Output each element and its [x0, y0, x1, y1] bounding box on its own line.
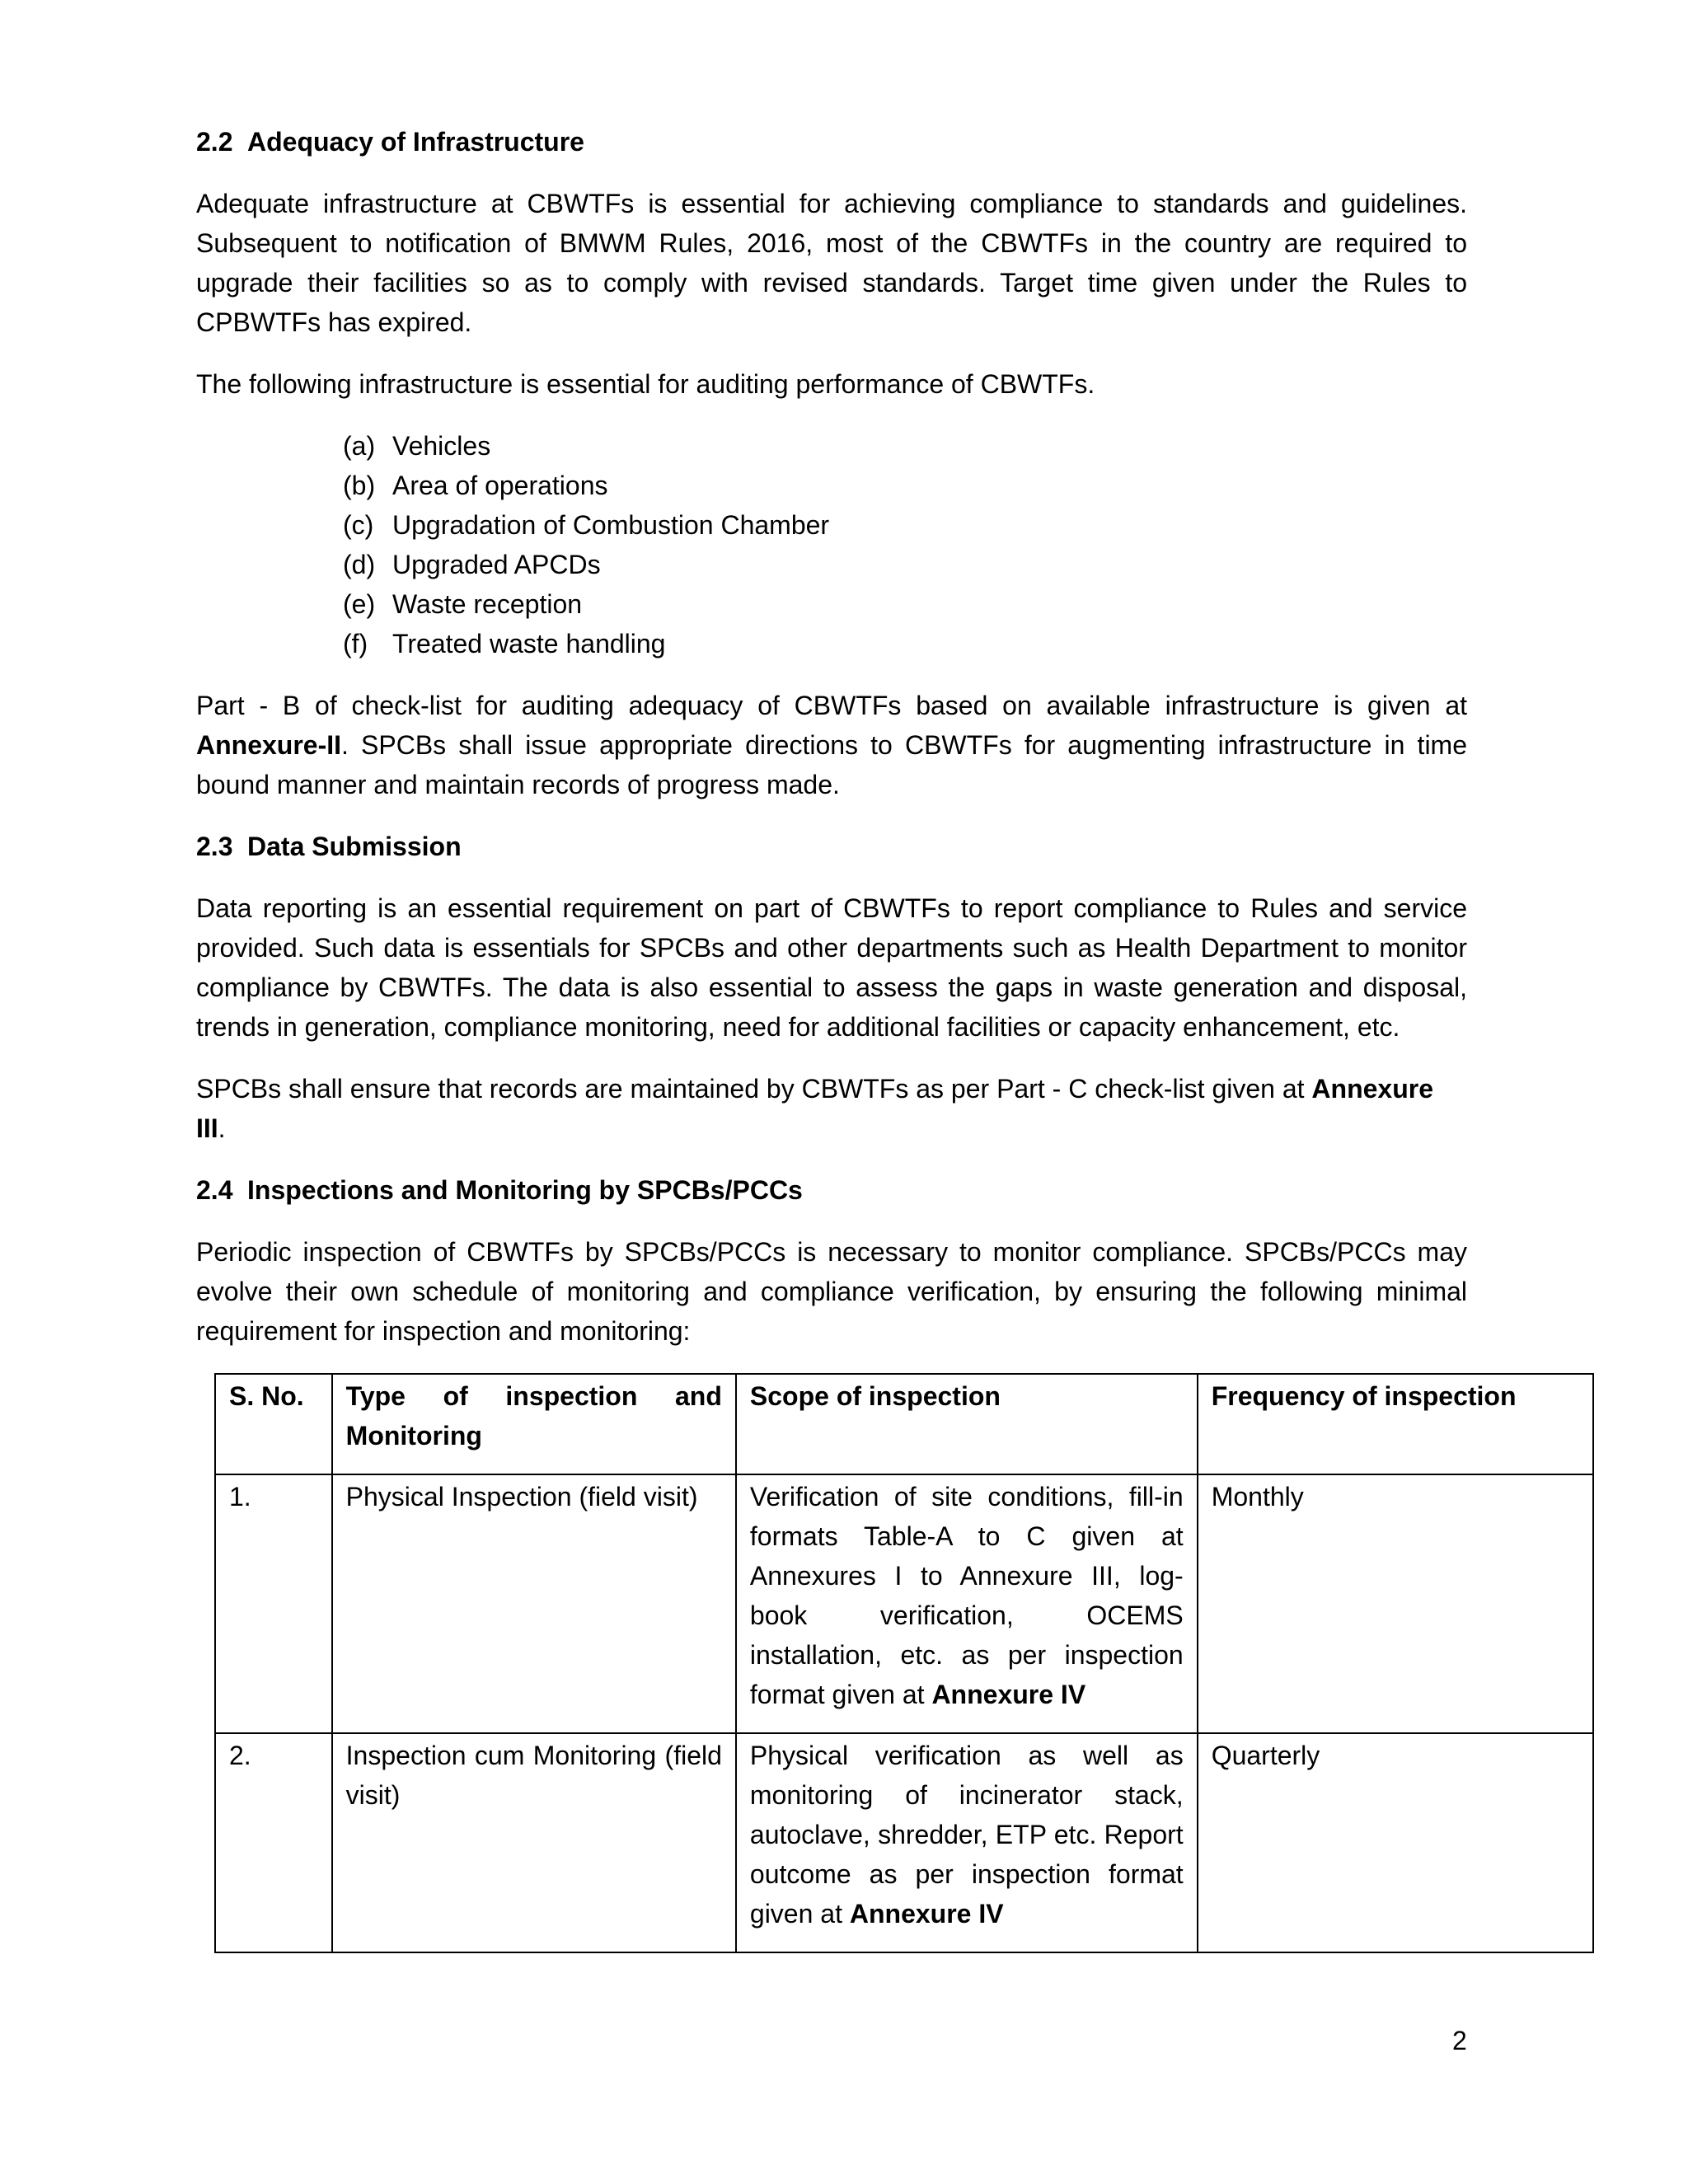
paragraph	[196, 686, 1467, 804]
annexure-reference: Annexure-II	[196, 730, 342, 760]
paragraph: The following infrastructure is essential for auditing performance of CBWTFs.	[196, 369, 1095, 399]
section-title: Data Submission	[247, 832, 462, 861]
list-marker: (f)	[343, 629, 368, 658]
paragraph: Data reporting is an essential requirement on part of CBWTFs to report compliance to Rules and service provided. Such data is essentials for SPCBs and other departments such as Health Department to monitor compliance by CBWTFs. The data is also essential to assess the gaps in waste generation and disposal, trends in generation, compliance monitoring, need for additional facilities or capacity enhancement, etc.	[196, 893, 1467, 1042]
list-item	[343, 584, 1467, 624]
header-scope: Scope of inspection	[736, 1374, 1198, 1474]
list-item-text: Upgradation of Combustion Chamber	[392, 510, 830, 540]
table-header-row	[215, 1374, 1593, 1474]
paragraph: Adequate infrastructure at CBWTFs is essential for achieving compliance to standards and guidelines. Subsequent to notification of BMWM Rules, 2016, most of the CBWTFs in the country are required to upgrade their facilities so as to comply with revised standards. Target time given under the Rules to CPBWTFs has expired.	[196, 189, 1467, 337]
section-heading-2-2	[196, 122, 1467, 162]
list-item	[343, 426, 1467, 466]
list-item-text: Waste reception	[392, 589, 583, 619]
annexure-reference: Annexure IV	[849, 1899, 1004, 1929]
cell-sno: 2.	[215, 1733, 332, 1952]
section-heading-2-4	[196, 1170, 1467, 1210]
list-item	[343, 505, 1467, 545]
list-item-text: Area of operations	[392, 471, 608, 500]
section-number: 2.4	[196, 1175, 233, 1205]
annexure-reference: Annexure IV	[931, 1680, 1086, 1709]
cell-scope	[736, 1733, 1198, 1952]
list-item-text: Upgraded APCDs	[392, 550, 601, 579]
list-marker: (d)	[343, 550, 376, 579]
table-row	[215, 1474, 1593, 1733]
section-number: 2.3	[196, 832, 233, 861]
header-frequency: Frequency of inspection	[1198, 1374, 1593, 1474]
paragraph: Periodic inspection of CBWTFs by SPCBs/PCCs is necessary to monitor compliance. SPCBs/PCCs may evolve their own schedule of monitoring and compliance verification, by ensuring the following minimal requirement for inspection and monitoring:	[196, 1237, 1467, 1346]
list-marker: (a)	[343, 431, 376, 461]
section-heading-2-3	[196, 827, 1467, 866]
cell-frequency: Monthly	[1198, 1474, 1593, 1733]
paragraph	[196, 1069, 1467, 1148]
section-title: Inspections and Monitoring by SPCBs/PCCs	[247, 1175, 803, 1205]
section-number: 2.2	[196, 127, 233, 157]
header-type: Type of inspection and Monitoring	[332, 1374, 736, 1474]
list-item-text: Vehicles	[392, 431, 491, 461]
page-content	[196, 122, 1517, 1953]
list-item	[343, 624, 1467, 663]
cell-sno: 1.	[215, 1474, 332, 1733]
cell-type: Inspection cum Monitoring (field visit)	[332, 1733, 736, 1952]
header-sno: S. No.	[215, 1374, 332, 1474]
cell-frequency: Quarterly	[1198, 1733, 1593, 1952]
cell-scope	[736, 1474, 1198, 1733]
table-row	[215, 1733, 1593, 1952]
page-number: 2	[1452, 2026, 1467, 2055]
paragraph-text: Part - B of check-list for auditing adequacy of CBWTFs based on available infrastructure is given at	[196, 691, 1467, 720]
list-marker: (e)	[343, 589, 376, 619]
paragraph-text: . SPCBs shall issue appropriate directions to CBWTFs for augmenting infrastructure in time bound manner and maintain records of progress made.	[196, 730, 1467, 799]
cell-type: Physical Inspection (field visit)	[332, 1474, 736, 1733]
list-item-text: Treated waste handling	[392, 629, 666, 658]
paragraph-text: SPCBs shall ensure that records are maintained by CBWTFs as per Part - C check-list given at	[196, 1074, 1312, 1104]
inspection-table	[214, 1373, 1594, 1953]
list-item	[343, 466, 1467, 505]
section-title: Adequacy of Infrastructure	[247, 127, 584, 157]
cell-text: Verification of site conditions, fill-in formats Table-A to C given at Annexures I to Annexure III, log-book verification, OCEMS installation, etc. as per inspection format given at	[749, 1482, 1184, 1709]
list-marker: (c)	[343, 510, 374, 540]
list-marker: (b)	[343, 471, 376, 500]
annexure-reference: Annexure III	[196, 1074, 1433, 1143]
cell-text: Physical verification as well as monitoring of incinerator stack, autoclave, shredder, ETP etc. Report outcome as per inspection format given at	[749, 1741, 1184, 1929]
list-item	[343, 545, 1467, 584]
infrastructure-list	[196, 426, 1467, 663]
paragraph-text: .	[218, 1113, 226, 1143]
